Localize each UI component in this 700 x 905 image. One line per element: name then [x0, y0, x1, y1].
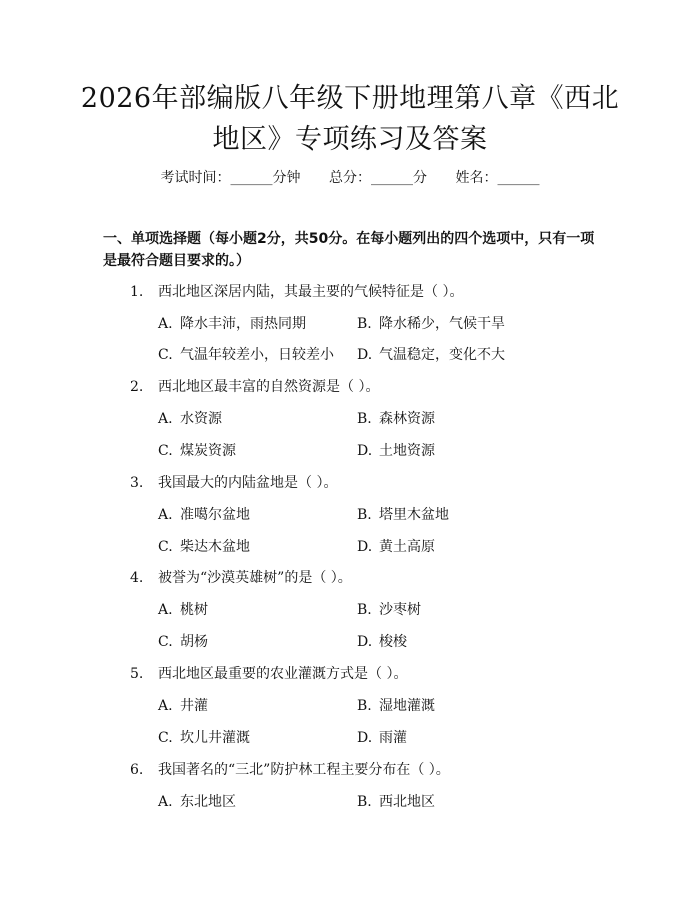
question-number: 2. — [130, 379, 144, 395]
option-letter: A. — [158, 698, 173, 714]
option-letter: B. — [357, 411, 372, 427]
section-heading: 一、单项选择题（每小题2分，共50分。在每小题列出的四个选项中，只有一项是最符合题目要求的。） — [103, 231, 595, 269]
option-4d — [357, 632, 407, 652]
option-text: 降水稀少，气候干旱 — [379, 316, 505, 332]
option-1a — [158, 314, 306, 334]
question-3 — [130, 473, 337, 493]
option-text: 桃树 — [180, 602, 208, 618]
exam-info — [0, 168, 700, 188]
question-text: 西北地区深居内陆，其最主要的气候特征是（ ）。 — [158, 284, 464, 300]
option-2d — [357, 441, 435, 461]
option-text: 降水丰沛，雨热同期 — [180, 316, 306, 332]
exam-name: 姓名：______ — [455, 170, 540, 186]
option-letter: D. — [357, 347, 373, 363]
option-text: 水资源 — [180, 411, 222, 427]
option-5b — [357, 696, 435, 716]
option-3d — [357, 537, 435, 557]
option-4a — [158, 600, 208, 620]
question-text: 西北地区最重要的农业灌溉方式是（ ）。 — [158, 666, 408, 682]
option-text: 梭梭 — [379, 634, 407, 650]
question-number: 1. — [130, 284, 144, 300]
question-1 — [130, 282, 463, 302]
option-letter: C. — [158, 539, 173, 555]
option-letter: A. — [158, 794, 173, 810]
question-text: 我国著名的“三北”防护林工程主要分布在（ ）。 — [158, 762, 450, 778]
option-text: 气温稳定，变化不大 — [379, 347, 505, 363]
option-letter: A. — [158, 507, 173, 523]
question-number: 3. — [130, 475, 144, 491]
option-text: 雨灌 — [379, 730, 407, 746]
option-5a — [158, 696, 208, 716]
title-line-2: 地区》专项练习及答案 — [212, 124, 488, 155]
option-1d — [357, 345, 505, 365]
option-letter: C. — [158, 730, 173, 746]
option-4c — [158, 632, 208, 652]
option-letter: B. — [357, 794, 372, 810]
option-letter: B. — [357, 698, 372, 714]
question-4 — [130, 568, 352, 588]
option-letter: D. — [357, 443, 373, 459]
option-text: 气温年较差小，日较差小 — [180, 347, 334, 363]
question-number: 5. — [130, 666, 144, 682]
option-text: 柴达木盆地 — [180, 539, 250, 555]
option-text: 湿地灌溉 — [379, 698, 435, 714]
option-letter: C. — [158, 347, 173, 363]
option-text: 土地资源 — [379, 443, 435, 459]
question-5 — [130, 664, 407, 684]
option-6a — [158, 792, 236, 812]
question-number: 6. — [130, 762, 144, 778]
exam-time: 考试时间：______分钟 — [160, 170, 301, 186]
option-5d — [357, 728, 407, 748]
option-6b — [357, 792, 435, 812]
question-text: 被誉为“沙漠英雄树”的是（ ）。 — [158, 570, 352, 586]
option-text: 井灌 — [180, 698, 208, 714]
option-1c — [158, 345, 334, 365]
option-4b — [357, 600, 421, 620]
option-letter: C. — [158, 634, 173, 650]
question-number: 4. — [130, 570, 144, 586]
option-text: 沙枣树 — [379, 602, 421, 618]
option-text: 煤炭资源 — [180, 443, 236, 459]
option-text: 胡杨 — [180, 634, 208, 650]
question-text: 我国最大的内陆盆地是（ ）。 — [158, 475, 338, 491]
option-3b — [357, 505, 449, 525]
option-text: 西北地区 — [379, 794, 435, 810]
option-text: 黄土高原 — [379, 539, 435, 555]
option-text: 森林资源 — [379, 411, 435, 427]
page-title — [60, 78, 640, 160]
option-2b — [357, 409, 435, 429]
option-letter: A. — [158, 316, 173, 332]
title-line-1: 2026年部编版八年级下册地理第八章《西北 — [80, 83, 620, 114]
option-letter: D. — [357, 730, 373, 746]
question-2 — [130, 377, 379, 397]
option-3a — [158, 505, 250, 525]
exam-score: 总分：______分 — [329, 170, 427, 186]
option-text: 准噶尔盆地 — [180, 507, 250, 523]
option-letter: C. — [158, 443, 173, 459]
question-text: 西北地区最丰富的自然资源是（ ）。 — [158, 379, 380, 395]
option-text: 坎儿井灌溉 — [180, 730, 250, 746]
option-1b — [357, 314, 505, 334]
option-5c — [158, 728, 250, 748]
option-letter: A. — [158, 602, 173, 618]
option-3c — [158, 537, 250, 557]
option-letter: D. — [357, 634, 373, 650]
option-letter: D. — [357, 539, 373, 555]
option-2a — [158, 409, 222, 429]
question-6 — [130, 760, 450, 780]
option-letter: B. — [357, 602, 372, 618]
option-text: 东北地区 — [180, 794, 236, 810]
option-letter: A. — [158, 411, 173, 427]
option-letter: B. — [357, 316, 372, 332]
option-2c — [158, 441, 236, 461]
option-letter: B. — [357, 507, 372, 523]
option-text: 塔里木盆地 — [379, 507, 449, 523]
